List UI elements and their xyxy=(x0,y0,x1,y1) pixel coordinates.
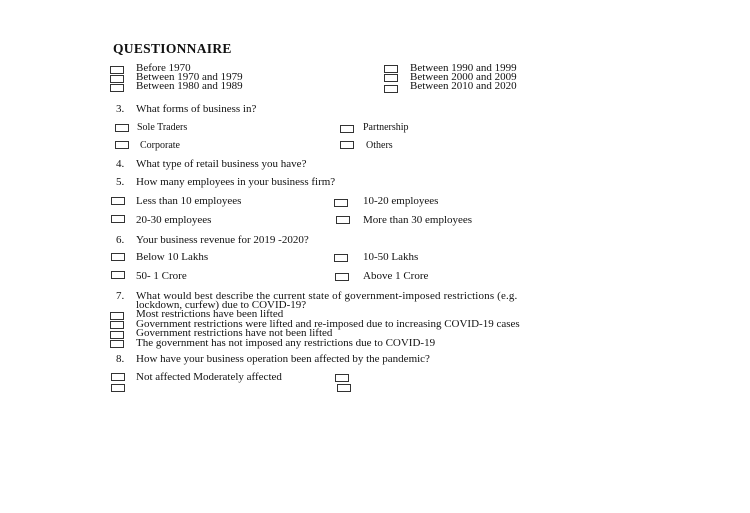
checkbox-10-20[interactable] xyxy=(334,199,348,207)
checkbox-not-affected[interactable] xyxy=(111,373,125,381)
checkbox-less-than-10[interactable] xyxy=(111,197,125,205)
option-label: 20-30 employees xyxy=(136,214,212,226)
question-text: What type of retail business you have? xyxy=(136,158,307,170)
checkbox-above-1-crore[interactable] xyxy=(335,273,349,281)
option-label: 50- 1 Crore xyxy=(136,270,187,282)
checkbox-before-1970[interactable] xyxy=(110,66,124,74)
question-number: 3. xyxy=(116,103,125,115)
option-label: The government has not imposed any restrictions due to COVID-19 xyxy=(136,337,436,349)
option-label: Government restrictions were lifted and re-imposed due to increasing COVID-19 cases xyxy=(136,318,520,330)
option-label: More than 30 employees xyxy=(363,214,473,226)
option-label: Between 1990 and 1999 xyxy=(410,62,517,74)
question-text: What would best describe the current state of government-imposed restrictions (e.g. xyxy=(136,290,518,302)
checkbox-1980-1989[interactable] xyxy=(110,84,124,92)
option-label: Between 2000 and 2009 xyxy=(410,71,517,83)
checkbox-20-30[interactable] xyxy=(111,215,125,223)
question-number: 4. xyxy=(116,158,125,170)
checkbox-moderately-affected[interactable] xyxy=(335,374,349,382)
question-text: What forms of business in? xyxy=(136,103,257,115)
question-number: 8. xyxy=(116,353,125,365)
checkbox-50-1-crore[interactable] xyxy=(111,271,125,279)
option-label: Less than 10 employees xyxy=(136,195,242,207)
checkbox-restrictions-reimposed[interactable] xyxy=(110,321,124,329)
page-title: QUESTIONNAIRE xyxy=(113,41,232,56)
option-label: 10-20 employees xyxy=(363,195,439,207)
option-label: Not affected Moderately affected xyxy=(136,371,282,383)
checkbox-more-than-30[interactable] xyxy=(336,216,350,224)
checkbox-2010-2020[interactable] xyxy=(384,85,398,93)
question-text: How have your business operation been affected by the pandemic? xyxy=(136,353,430,365)
option-label: Most restrictions have been lifted xyxy=(136,308,284,320)
option-label: Others xyxy=(366,140,393,151)
option-label: Partnership xyxy=(363,122,409,133)
question-number: 7. xyxy=(116,290,125,302)
question-number: 6. xyxy=(116,234,125,246)
option-label: Sole Traders xyxy=(137,122,188,133)
option-label: Below 10 Lakhs xyxy=(136,251,209,263)
question-number: 5. xyxy=(116,176,125,188)
question-text: Your business revenue for 2019 -2020? xyxy=(136,234,309,246)
checkbox-sole-traders[interactable] xyxy=(115,124,129,132)
option-label: Before 1970 xyxy=(136,62,191,74)
checkbox-below-10-lakhs[interactable] xyxy=(111,253,125,261)
option-label: Between 2010 and 2020 xyxy=(410,80,517,92)
checkbox-corporate[interactable] xyxy=(115,141,129,149)
checkbox-2000-2009[interactable] xyxy=(384,74,398,82)
question-text: How many employees in your business firm? xyxy=(136,176,336,188)
checkbox-restrictions-lifted[interactable] xyxy=(110,312,124,320)
question-text: lockdown, curfew) due to COVID-19? xyxy=(136,299,307,311)
option-label: Corporate xyxy=(140,140,180,151)
option-label: Between 1970 and 1979 xyxy=(136,71,243,83)
checkbox-1970-1979[interactable] xyxy=(110,75,124,83)
checkbox-no-restrictions[interactable] xyxy=(110,340,124,348)
checkbox-partnership[interactable] xyxy=(340,125,354,133)
checkbox-others[interactable] xyxy=(340,141,354,149)
option-label: Above 1 Crore xyxy=(363,270,429,282)
option-label: Between 1980 and 1989 xyxy=(136,80,243,92)
option-label: 10-50 Lakhs xyxy=(363,251,419,263)
checkbox-option-3[interactable] xyxy=(111,384,125,392)
checkbox-option-4[interactable] xyxy=(337,384,351,392)
checkbox-1990-1999[interactable] xyxy=(384,65,398,73)
checkbox-10-50-lakhs[interactable] xyxy=(334,254,348,262)
option-label: Government restrictions have not been lifted xyxy=(136,327,333,339)
checkbox-restrictions-not-lifted[interactable] xyxy=(110,331,124,339)
